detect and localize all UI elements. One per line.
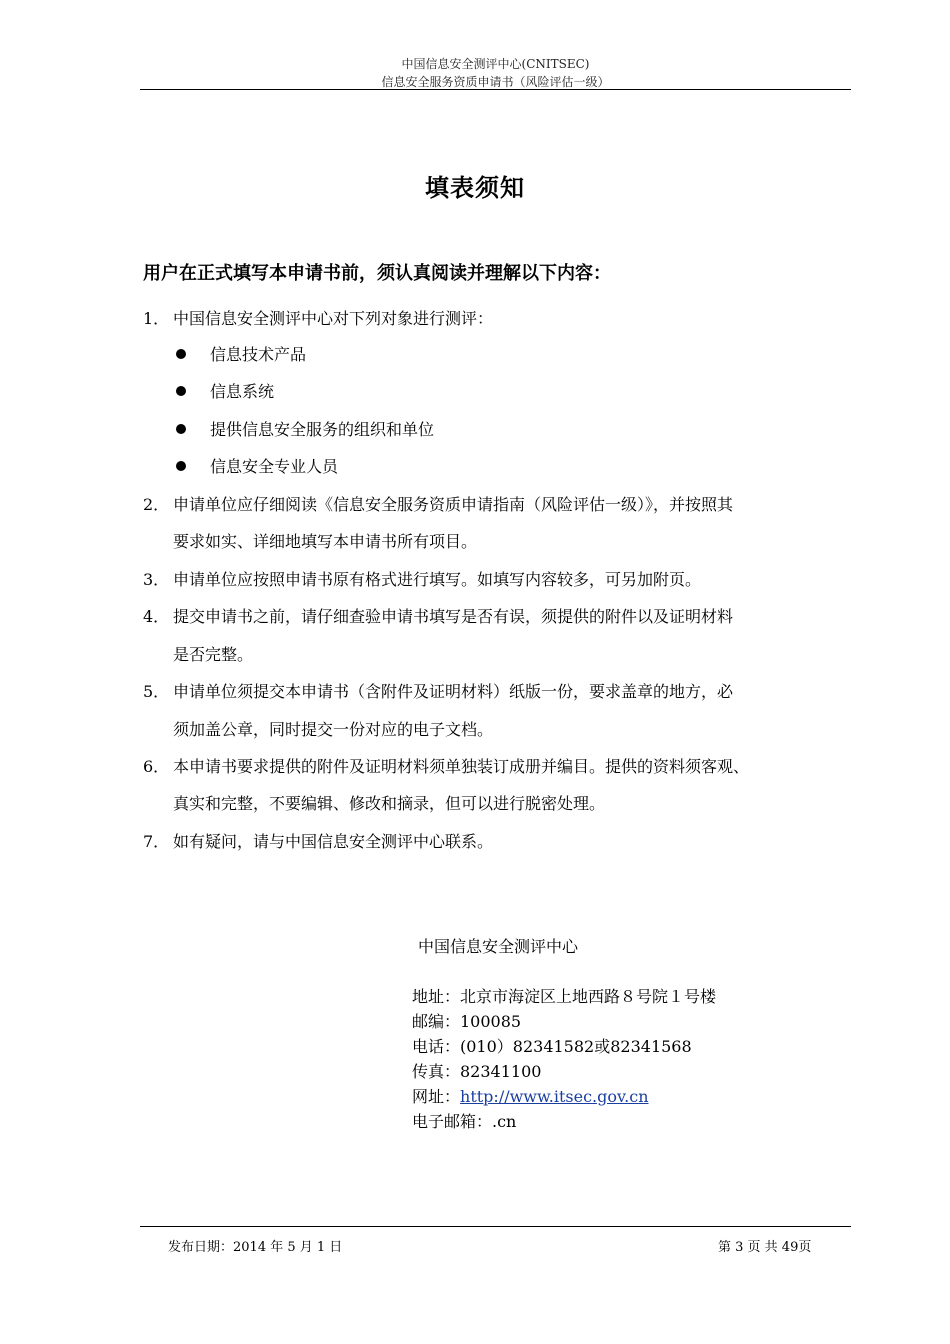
item-number: 2． (143, 495, 170, 514)
header-divider (140, 89, 851, 90)
item-text: 如有疑问，请与中国信息安全测评中心联系。 (173, 832, 494, 851)
bullet-icon (176, 386, 186, 396)
item-continuation: 要求如实、详细地填写本申请书所有项目。 (173, 532, 478, 551)
item-text: 申请单位应仔细阅读《信息安全服务资质申请指南（风险评估一级）》，并按照其 (173, 495, 734, 514)
bullet-item (176, 448, 338, 485)
bullet-item (176, 411, 434, 448)
bullet-icon (176, 349, 186, 359)
bullet-text: 信息技术产品 (210, 345, 307, 364)
contact-fax: 传真：82341100 (412, 1062, 542, 1081)
header-org: 中国信息安全测评中心(CNITSEC) (401, 57, 590, 71)
page-number: 第 3 页 共 49页 (718, 1240, 812, 1255)
list-item (143, 748, 853, 785)
contact-postcode: 邮编：100085 (412, 1012, 522, 1031)
item-number: 7． (143, 832, 170, 851)
contact-website (412, 1084, 649, 1109)
list-item (143, 823, 853, 860)
bullet-icon (176, 424, 186, 434)
bullet-text: 提供信息安全服务的组织和单位 (210, 420, 435, 439)
item-number: 3． (143, 570, 170, 589)
bullet-item (176, 336, 306, 373)
bullet-text: 信息安全专业人员 (210, 457, 339, 476)
website-link[interactable]: http://www.itsec.gov.cn (460, 1087, 649, 1106)
item-text: 中国信息安全测评中心对下列对象进行测评： (173, 309, 494, 328)
list-item (143, 300, 853, 337)
bullet-text: 信息系统 (210, 382, 275, 401)
contact-phone: 电话：(010）82341582或82341568 (412, 1037, 692, 1056)
header-doc-title: 信息安全服务资质申请书（风险评估一级） (381, 75, 610, 89)
item-number: 1． (143, 309, 170, 328)
contact-email: 电子邮箱：.cn (412, 1112, 517, 1131)
item-text: 提交申请书之前，请仔细查验申请书填写是否有误，须提供的附件以及证明材料 (173, 607, 734, 626)
item-continuation: 是否完整。 (173, 645, 254, 664)
bullet-item (176, 373, 274, 410)
list-item (143, 673, 853, 710)
footer-divider (140, 1226, 851, 1227)
list-item (143, 486, 853, 523)
page-title: 填表须知 (425, 174, 525, 202)
item-number: 5． (143, 682, 170, 701)
item-text: 本申请书要求提供的附件及证明材料须单独装订成册并编目。提供的资料须客观、 (173, 757, 750, 776)
item-text: 申请单位须提交本申请书（含附件及证明材料）纸版一份，要求盖章的地方，必 (173, 682, 734, 701)
item-text: 申请单位应按照申请书原有格式进行填写。如填写内容较多，可另加附页。 (173, 570, 702, 589)
publish-date: 发布日期：2014 年 5 月 1 日 (168, 1240, 343, 1255)
list-item (143, 598, 853, 635)
contact-org: 中国信息安全测评中心 (418, 937, 579, 956)
bullet-icon (176, 461, 186, 471)
item-number: 6． (143, 757, 170, 776)
website-label: 网址： (412, 1087, 461, 1106)
item-number: 4． (143, 607, 170, 626)
list-item (143, 561, 853, 598)
instructions-intro: 用户在正式填写本申请书前，须认真阅读并理解以下内容： (143, 263, 611, 284)
item-continuation: 须加盖公章，同时提交一份对应的电子文档。 (173, 720, 494, 739)
contact-address: 地址：北京市海淀区上地西路８号院１号楼 (412, 987, 717, 1006)
item-continuation: 真实和完整，不要编辑、修改和摘录，但可以进行脱密处理。 (173, 794, 606, 813)
